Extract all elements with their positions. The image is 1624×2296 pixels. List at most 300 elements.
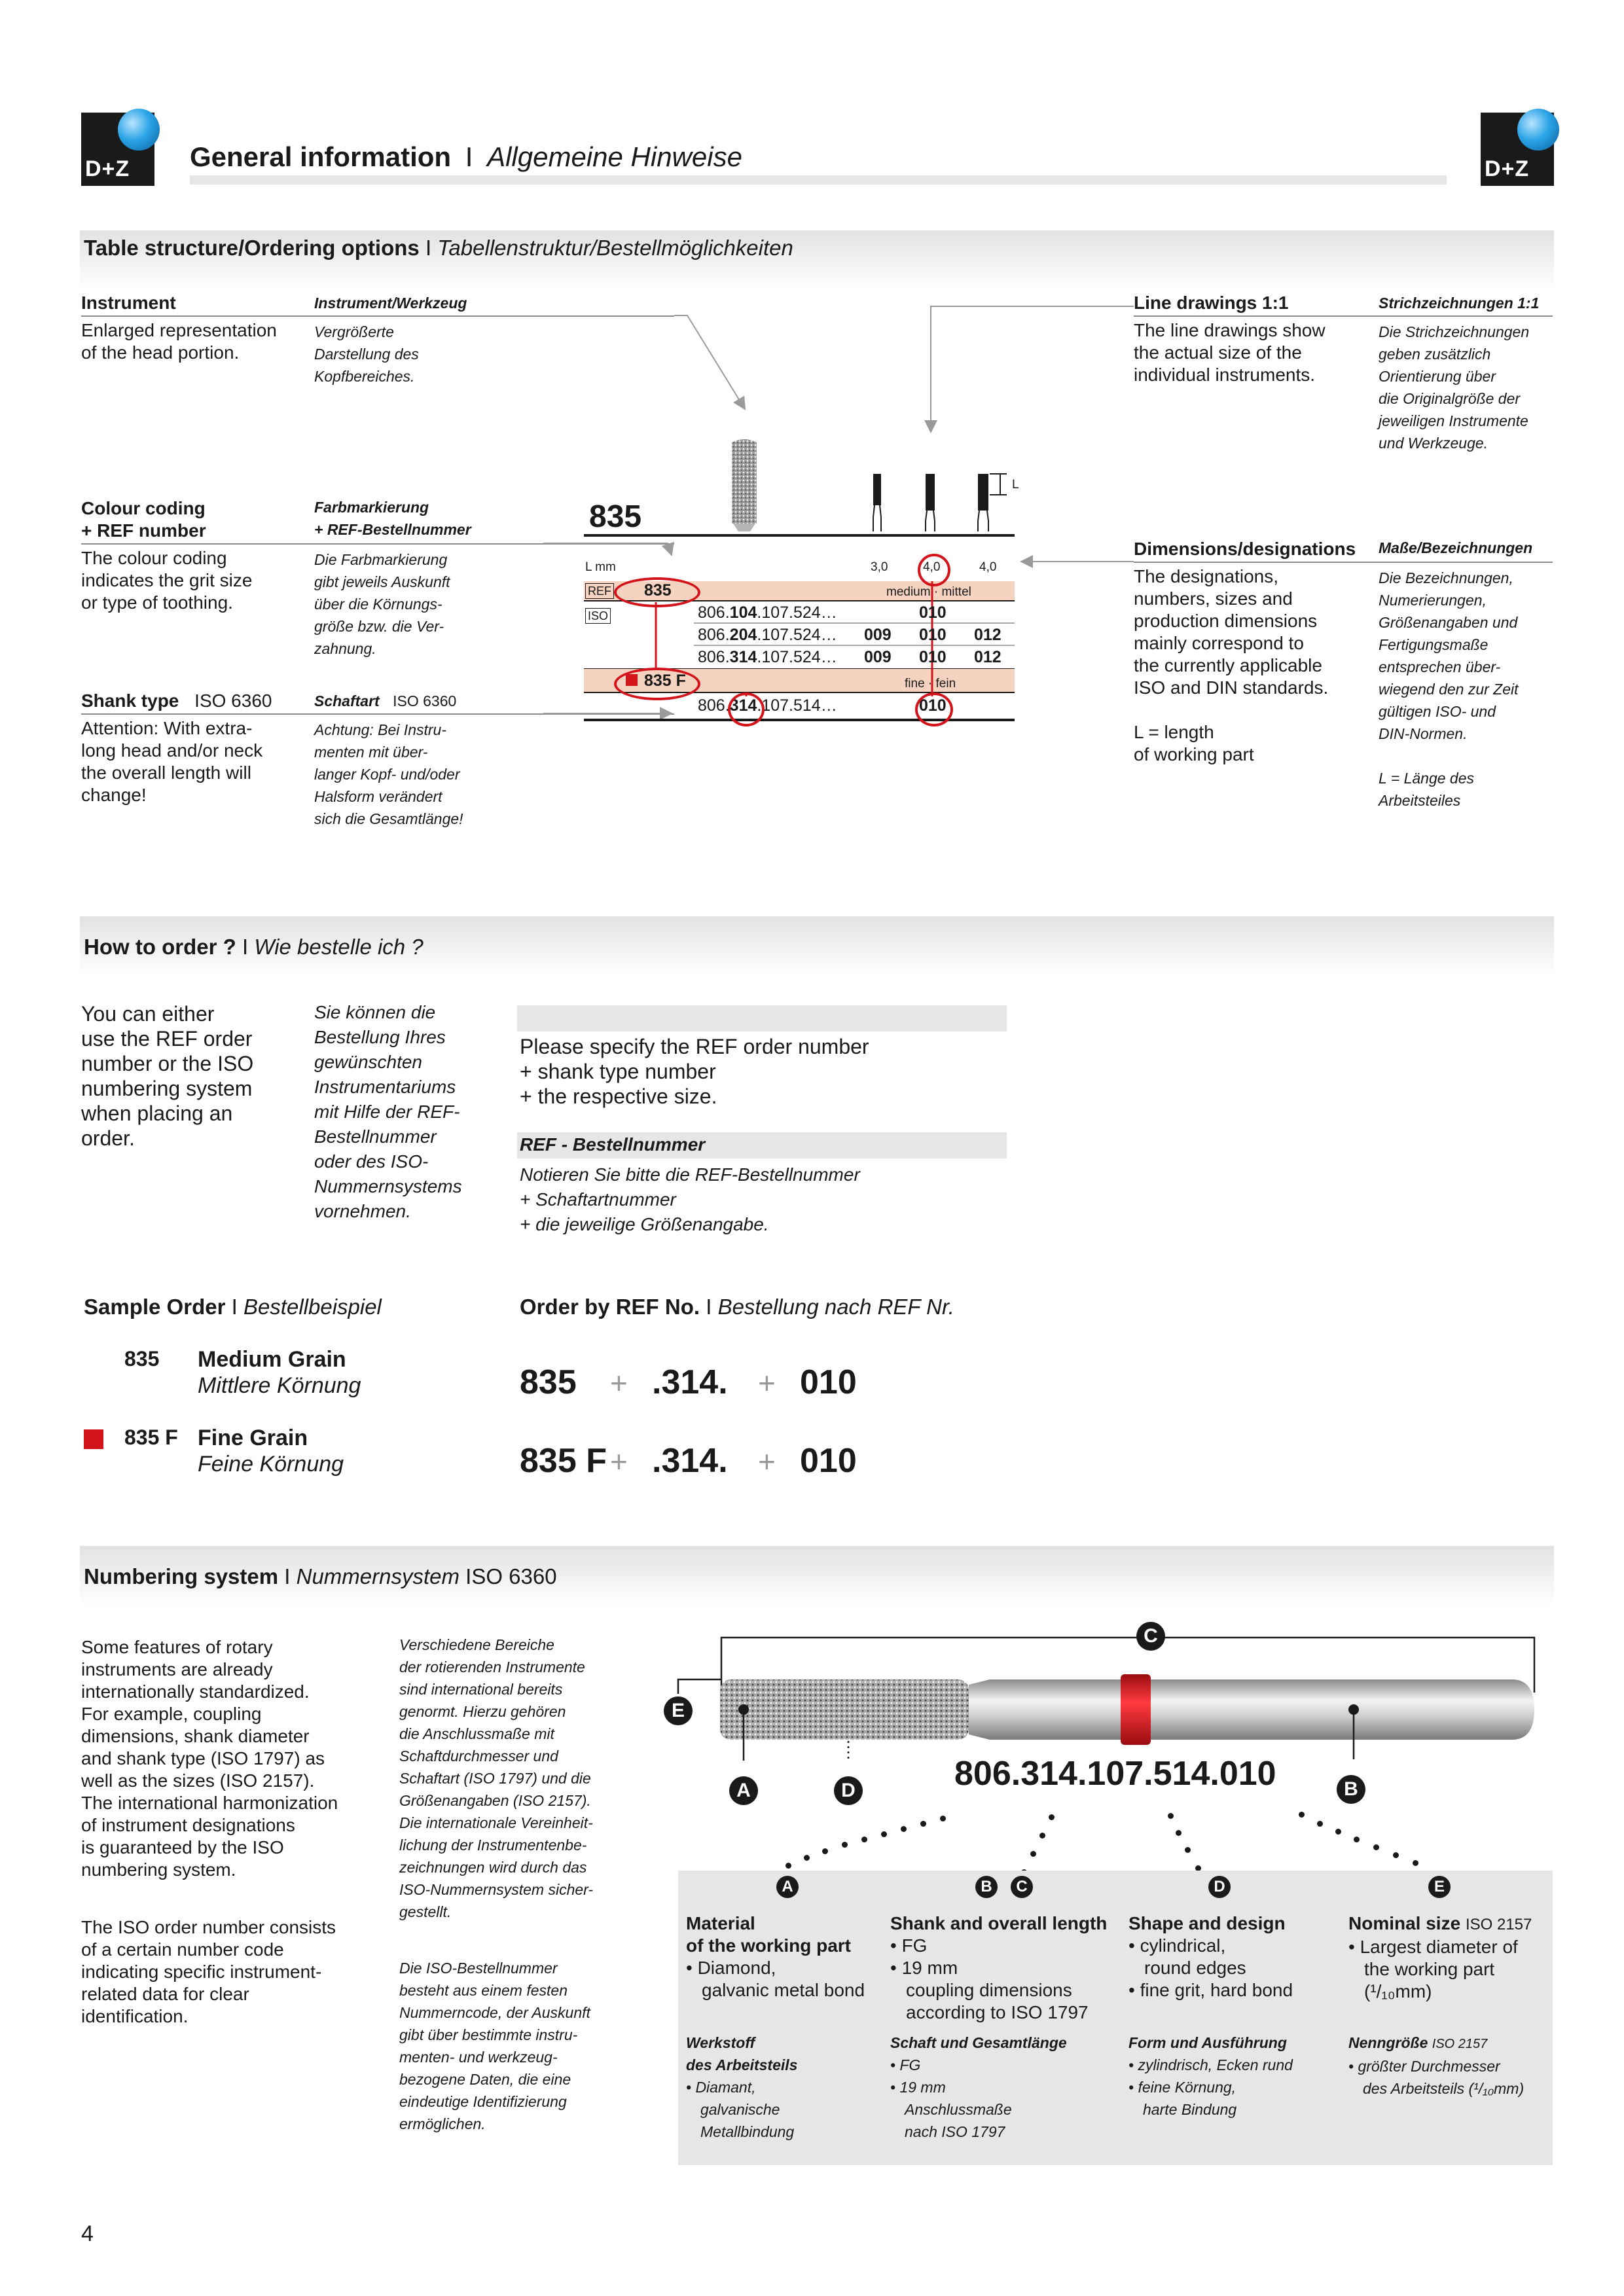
text-line: of working part: [1134, 744, 1254, 764]
panel-badge-a: A: [776, 1876, 799, 1898]
bur-illustration: [0, 1597, 1624, 1905]
leader-dot: [1354, 1837, 1360, 1842]
text-line: individual instruments.: [1134, 365, 1316, 385]
text-line: Darstellung des: [314, 346, 419, 363]
text-line: The international harmonization: [81, 1793, 338, 1813]
order-box-en-header: [517, 1005, 1007, 1031]
col-d: [1128, 1912, 1293, 2001]
text-line: langer Kopf- und/oder: [314, 766, 460, 783]
iso-row-3: [698, 648, 837, 667]
grit-medium: medium · mittel: [886, 585, 971, 599]
col-bc: [890, 1912, 1107, 2024]
line-drawing-1: [873, 474, 881, 531]
order-box-de-text: [520, 1162, 860, 1237]
text-line: the actual size of the: [1134, 342, 1302, 363]
sample1-number: 835: [124, 1347, 160, 1371]
col-item: (¹/₁₀mm): [1364, 1981, 1432, 2001]
col-item: Metallbindung: [700, 2123, 795, 2140]
pointer-colour-real-line: [670, 543, 674, 547]
size-row-3-s2: 010: [919, 648, 947, 666]
text-line: Die ISO-Bestellnummer: [399, 1960, 558, 1977]
text-line: identification.: [81, 2006, 189, 2026]
iso-part: .107.514…: [757, 696, 837, 715]
section-heading-numbering: [84, 1564, 557, 1589]
how-to-order-text-de: [314, 1000, 462, 1224]
col-d-de: [1128, 2032, 1293, 2121]
text-line: über die Körnungs-: [314, 596, 442, 613]
iso-part: 314: [729, 648, 757, 666]
text-line: instruments are already: [81, 1659, 273, 1679]
text-line: gewünschten: [314, 1052, 423, 1072]
numbering-text-de-2: [399, 1957, 590, 2135]
col-item: des Arbeitsteils (¹/₁₀mm): [1363, 2080, 1525, 2097]
badge-a: A: [729, 1776, 758, 1805]
text-line: Größenangaben und: [1379, 614, 1518, 631]
text-line: indicates the grit size: [81, 570, 253, 590]
size-row-3-s1: 009: [864, 648, 892, 666]
pointer-colour-line: [670, 543, 674, 545]
pointer-colour-arrow: [669, 543, 674, 545]
leader-dot: [1299, 1812, 1305, 1818]
dimensions-label: Dimensions/designations: [1134, 539, 1356, 559]
text-line: + die jeweilige Größenangabe.: [520, 1214, 769, 1234]
line-drawing-3: [978, 474, 988, 531]
text-line: zahnung.: [314, 640, 376, 657]
text-line: ISO-Nummernsystem sicher-: [399, 1881, 594, 1898]
sample2-order-ref: 835 F: [520, 1442, 607, 1480]
leader-dot: [1030, 1851, 1036, 1857]
heading-de: Bestellung nach REF Nr.: [717, 1295, 954, 1319]
pointer-colour-actual: [670, 543, 674, 545]
label-iso: ISO 6360: [194, 691, 272, 711]
bur-head: [720, 1679, 969, 1740]
iso-part: 204: [729, 626, 757, 644]
iso-part: 806.: [698, 648, 730, 666]
text-line: sind international bereits: [399, 1681, 563, 1698]
text-line: Die Strichzeichnungen: [1379, 323, 1530, 340]
pointer-line-drawings: [931, 306, 1134, 432]
label-main: Schaftart: [314, 692, 380, 709]
pointer-colour-coding-visible: [670, 543, 674, 546]
text-line: production dimensions: [1134, 611, 1318, 631]
order-box-en-text: [520, 1034, 869, 1109]
instrument-label: Instrument: [81, 293, 176, 313]
text-line: numbering system.: [81, 1859, 236, 1880]
size-row-1-s2: 010: [919, 603, 947, 622]
pointer-colour-coding-drawn: [673, 543, 674, 545]
leader-dot: [1335, 1829, 1341, 1835]
text-line: related data for clear: [81, 1984, 249, 2004]
col-item: Anschlussmaße: [905, 2101, 1012, 2118]
logo-text: D+Z: [1485, 156, 1530, 181]
sample2-plus-1: +: [610, 1444, 628, 1479]
sample1-order-ref: 835: [520, 1363, 577, 1401]
pointer-colour-line-visible: [670, 543, 674, 546]
text-line: größe bzw. die Ver-: [314, 618, 444, 635]
instrument-head-image: [732, 439, 757, 531]
text-line: or type of toothing.: [81, 592, 233, 613]
text-line: genormt. Hierzu gehören: [399, 1703, 566, 1720]
size-row-2-s2: 010: [919, 626, 947, 644]
iso-part: .107.524…: [757, 603, 837, 622]
text-line: Die Farbmarkierung: [314, 551, 448, 568]
col-item: galvanische: [700, 2101, 780, 2118]
iso-number: 806.314.107.514.010: [954, 1755, 1276, 1793]
sample2-plus-2: +: [758, 1444, 776, 1479]
col-item: • Largest diameter of: [1348, 1937, 1518, 1957]
text-line: Enlarged representation: [81, 320, 277, 340]
label-line: Colour coding: [81, 498, 206, 518]
iso-part: .107.524…: [757, 648, 837, 666]
pointer-colour-final: [670, 543, 674, 546]
bur-colour-band: [1121, 1674, 1151, 1745]
title-separator: I: [231, 1295, 238, 1319]
col-item: • Diamond,: [686, 1958, 776, 1978]
pointer-colour: [670, 543, 674, 546]
text-line: ISO and DIN standards.: [1134, 677, 1329, 698]
pointer-colour-visible: [670, 543, 674, 546]
text-line: Bestellnummer: [314, 1126, 437, 1147]
iso-row-f: [698, 696, 837, 715]
text-line: die Anschlussmaße mit: [399, 1725, 554, 1742]
text-line: The line drawings show: [1134, 320, 1326, 340]
col-item: galvanic metal bond: [702, 1980, 865, 2000]
col-title: des Arbeitsteils: [686, 2056, 798, 2073]
size-row-3-s3: 012: [974, 648, 1001, 666]
text-line: gibt jeweils Auskunft: [314, 573, 450, 590]
text-line: Halsform verändert: [314, 788, 442, 805]
col-title-row: [1348, 1912, 1532, 1936]
col-title-row: [1348, 2032, 1524, 2055]
col-item: • Diamant,: [686, 2079, 756, 2096]
circle-size-header: [918, 554, 950, 586]
badge-c: C: [1136, 1622, 1165, 1651]
ref-835: 835: [644, 581, 672, 600]
text-line: Fertigungsmaße: [1379, 636, 1489, 653]
length-value-3: 4,0: [979, 560, 997, 574]
numbering-text-2: [81, 1916, 336, 2028]
badge-d: D: [834, 1776, 863, 1805]
lmm-label: L mm: [585, 560, 616, 574]
circle-ref-835f: [614, 668, 700, 700]
text-line: Attention: With extra-: [81, 718, 253, 738]
text-line: gültigen ISO- und: [1379, 703, 1496, 720]
leader-dot: [1413, 1860, 1418, 1866]
col-title: Schaft und Gesamtlänge: [890, 2034, 1067, 2051]
text-line: is guaranteed by the ISO: [81, 1837, 284, 1857]
table-title: 835: [589, 499, 642, 534]
pointer-colour-arrow-draw: [670, 543, 674, 546]
text-line: DIN-Normen.: [1379, 725, 1468, 742]
section-title-en: How to order ?: [84, 935, 236, 959]
title-separator: I: [706, 1295, 712, 1319]
pointer-colour-arrow-main: [670, 543, 674, 547]
text-line: Some features of rotary: [81, 1637, 273, 1657]
length-value-2: 4,0: [923, 560, 941, 574]
sample1-name-en: Medium Grain: [198, 1347, 346, 1372]
text-line: Schaftdurchmesser und: [399, 1748, 558, 1765]
text-line: Notieren Sie bitte die REF-Bestellnummer: [520, 1164, 860, 1185]
text-line: gibt über bestimmte instru-: [399, 2026, 578, 2043]
leader-dot: [1185, 1847, 1191, 1853]
text-line: menten mit über-: [314, 744, 428, 761]
col-item: nach ISO 1797: [905, 2123, 1005, 2140]
col-e-de: [1348, 2032, 1524, 2100]
col-title: Shank and overall length: [890, 1913, 1108, 1933]
pointer-colour-shown-line: [671, 543, 674, 552]
sample1-plus-2: +: [758, 1366, 776, 1400]
leader-dot: [1039, 1833, 1045, 1839]
text-line: Orientierung über: [1379, 368, 1496, 385]
page-number: 4: [81, 2221, 94, 2246]
text-line: dimensions, shank diameter: [81, 1726, 310, 1746]
title-separator: I: [465, 141, 473, 172]
ref-835f: 835 F: [644, 672, 686, 690]
leader-dot: [1168, 1813, 1174, 1819]
text-line: Verschiedene Bereiche: [399, 1636, 554, 1653]
pointer-colour-coding: [543, 543, 672, 551]
page-title-de: Allgemeine Hinweise: [487, 141, 742, 172]
col-item: • größter Durchmesser: [1348, 2058, 1500, 2075]
text-line: Nummerncode, der Auskunft: [399, 2004, 590, 2021]
col-item: according to ISO 1797: [906, 2002, 1089, 2022]
text-line: entsprechen über-: [1379, 658, 1501, 675]
text-line: The colour coding: [81, 548, 227, 568]
sample2-name-de: Feine Körnung: [198, 1452, 344, 1477]
colour-pointer-visible: [543, 543, 672, 555]
sample1-order-shank: .314.: [652, 1363, 728, 1401]
iso-part: 806.: [698, 696, 730, 715]
text-line: Die internationale Vereinheit-: [399, 1814, 593, 1831]
col-title: Material: [686, 1913, 755, 1933]
title-separator: I: [425, 236, 432, 260]
order-box-de-title: REF - Bestellnummer: [520, 1134, 706, 1155]
text-line: oder des ISO-: [314, 1151, 429, 1172]
text-line: zeichnungen wird durch das: [399, 1859, 587, 1876]
text-line: bezogene Daten, die eine: [399, 2071, 571, 2088]
grit-fine: fine · fein: [905, 677, 956, 691]
leader-dot: [881, 1831, 887, 1837]
length-marker: [990, 474, 1007, 495]
col-title: Nominal size: [1348, 1913, 1461, 1933]
sample2-order-shank: .314.: [652, 1442, 728, 1480]
text-line: Kopfbereiches.: [314, 368, 415, 385]
label-line: + REF number: [81, 520, 206, 541]
panel-badge-e: E: [1428, 1876, 1451, 1898]
text-line: Please specify the REF order number: [520, 1035, 869, 1058]
leader-dot: [920, 1821, 926, 1827]
text-line: Die Bezeichnungen,: [1379, 569, 1513, 586]
leader-dot: [1393, 1852, 1399, 1858]
text-line: jeweiligen Instrumente: [1379, 412, 1528, 429]
text-line: L = Länge des: [1379, 770, 1475, 787]
pointer-colour-to-table: [671, 543, 674, 553]
text-line: vornehmen.: [314, 1201, 411, 1221]
leader-dot: [901, 1826, 907, 1832]
heading-de: Bestellbeispiel: [243, 1295, 382, 1319]
col-title: of the working part: [686, 1935, 851, 1956]
text-line: the currently applicable: [1134, 655, 1322, 675]
leader-dot: [940, 1816, 946, 1821]
text-line: change!: [81, 785, 147, 805]
text-line: You can either: [81, 1002, 215, 1026]
dimensions-label-de: Maße/Bezeichnungen: [1379, 539, 1533, 556]
text-line: use the REF order: [81, 1027, 253, 1050]
text-line: gestellt.: [399, 1903, 452, 1920]
text-line: Arbeitsteiles: [1379, 792, 1461, 809]
text-line: The designations,: [1134, 566, 1279, 586]
pointer-colour-shown-arrow: [670, 543, 674, 546]
text-line: the overall length will: [81, 762, 251, 783]
bracket-e: [678, 1679, 721, 1694]
col-item: • 19 mm: [890, 2079, 946, 2096]
text-line: sich die Gesamtlänge!: [314, 810, 463, 827]
col-item: • fine grit, hard bond: [1128, 1980, 1293, 2000]
leader-dot: [804, 1855, 810, 1861]
sample2-order-size: 010: [800, 1442, 857, 1480]
text-line: long head and/or neck: [81, 740, 263, 761]
leader-dot: [822, 1848, 828, 1854]
text-line: Sie können die: [314, 1002, 436, 1022]
text-line: Vergrößerte: [314, 323, 394, 340]
text-line: Instrumentariums: [314, 1077, 456, 1097]
line-drawings-label-de: Strichzeichnungen 1:1: [1379, 295, 1540, 312]
iso-part: 806.: [698, 626, 730, 644]
text-line: Größenangaben (ISO 2157).: [399, 1792, 591, 1809]
leader-dot: [785, 1863, 791, 1869]
badge-b: B: [1337, 1775, 1365, 1804]
leader-dot: [861, 1837, 867, 1842]
how-to-order-text: [81, 1001, 253, 1151]
sample2-number: 835 F: [124, 1426, 178, 1449]
text-line: of instrument designations: [81, 1815, 295, 1835]
label-line: + REF-Bestellnummer: [314, 521, 471, 538]
text-line: L = length: [1134, 722, 1214, 742]
leader-dot: [1176, 1830, 1182, 1836]
line-drawings-label: Line drawings 1:1: [1134, 293, 1289, 313]
heading-en: Order by REF No.: [520, 1295, 700, 1319]
text-line: mit Hilfe der REF-: [314, 1102, 460, 1122]
fine-grain-colour-marker: [84, 1429, 103, 1449]
text-line: number or the ISO: [81, 1052, 254, 1075]
col-item: coupling dimensions: [906, 1980, 1072, 2000]
text-line: indicating specific instrument-: [81, 1962, 322, 1982]
text-line: and shank type (ISO 1797) as: [81, 1748, 325, 1768]
order-by-ref-heading: [520, 1295, 954, 1319]
leader-dot: [842, 1842, 848, 1848]
text-line: well as the sizes (ISO 2157).: [81, 1770, 315, 1791]
text-line: numbering system: [81, 1077, 253, 1100]
label-main: Shank type: [81, 691, 179, 711]
col-a-de: [686, 2032, 797, 2143]
page-title-en: General information: [190, 141, 452, 172]
section-title-iso: ISO 6360: [465, 1564, 557, 1588]
badge-e: E: [664, 1696, 693, 1725]
section-title-de: Tabellenstruktur/Bestellmöglichkeiten: [437, 236, 793, 260]
text-line: eindeutige Identifizierung: [399, 2093, 567, 2110]
line-drawing-2: [926, 474, 935, 531]
col-bc-de: [890, 2032, 1067, 2143]
text-line: when placing an: [81, 1102, 233, 1125]
iso-part: 314: [729, 696, 757, 715]
sample1-plus-1: +: [610, 1366, 628, 1400]
text-line: For example, coupling: [81, 1704, 262, 1724]
text-line: und Werkzeuge.: [1379, 435, 1489, 452]
text-line: menten- und werkzeug-: [399, 2049, 558, 2066]
iso-row-1: [698, 603, 837, 622]
section-title-de: Wie bestelle ich ?: [254, 935, 424, 959]
text-line: + shank type number: [520, 1060, 716, 1083]
col-title: Shape and design: [1128, 1913, 1286, 1933]
title-separator: I: [242, 935, 249, 959]
col-item: • FG: [890, 2056, 921, 2073]
col-title: Nenngröße: [1348, 2034, 1428, 2051]
iso-part: 104: [729, 603, 757, 622]
circle-shank-code: [728, 692, 765, 726]
col-title: Form und Ausführung: [1128, 2034, 1287, 2051]
panel-badge-c: C: [1011, 1876, 1033, 1898]
text-line: Bestellung Ihres: [314, 1027, 446, 1047]
iso-row-2: [698, 626, 837, 645]
text-line: wiegend den zur Zeit: [1379, 681, 1519, 698]
logo-text: D+Z: [85, 156, 130, 181]
size-row-f-s2: 010: [919, 696, 947, 715]
panel-badge-b: B: [975, 1876, 998, 1898]
pointer-instrument: [674, 315, 745, 409]
text-line: + the respective size.: [520, 1085, 717, 1108]
size-row-2-s1: 009: [864, 626, 892, 644]
text-line: Achtung: Bei Instru-: [314, 721, 446, 738]
col-item: the working part: [1364, 1959, 1495, 1979]
col-title: Werkstoff: [686, 2034, 755, 2051]
iso-part: 806.: [698, 603, 730, 622]
pointer-colour-code-to-ref: [543, 543, 674, 554]
text-line: lichung der Instrumentenbe-: [399, 1837, 587, 1854]
section-title-en: Numbering system: [84, 1564, 279, 1588]
length-label: L: [1012, 478, 1019, 492]
instrument-label-de: Instrument/Werkzeug: [314, 295, 467, 312]
colour-pointer: [671, 543, 674, 546]
bur-neck: [969, 1679, 1534, 1740]
leader-dot: [1317, 1821, 1323, 1827]
sample-order-heading: [84, 1295, 382, 1319]
sample1-order-size: 010: [800, 1363, 857, 1401]
col-e: [1348, 1912, 1532, 2003]
text-line: geben zusätzlich: [1379, 346, 1491, 363]
text-line: order.: [81, 1126, 135, 1150]
panel-badge-d: D: [1208, 1876, 1231, 1898]
col-item: • feine Körnung,: [1128, 2079, 1236, 2096]
col-a: [686, 1912, 865, 2001]
ref-tag: REF: [585, 583, 614, 599]
section-title-de: Nummernsystem: [296, 1564, 460, 1588]
col-item: • cylindrical,: [1128, 1935, 1226, 1956]
text-line: numbers, sizes and: [1134, 588, 1293, 609]
text-line: die Originalgröße der: [1379, 390, 1521, 407]
col-item: harte Bindung: [1143, 2101, 1237, 2118]
pointer-colour-ref-arrow: [671, 543, 674, 551]
text-line: Nummernsystems: [314, 1176, 462, 1196]
label-line: Farbmarkierung: [314, 499, 429, 516]
text-line: of the head portion.: [81, 342, 240, 363]
col-item: • zylindrisch, Ecken rund: [1128, 2056, 1293, 2073]
sample1-name-de: Mittlere Körnung: [198, 1373, 361, 1398]
leader-dot: [1049, 1814, 1055, 1820]
col-item: • FG: [890, 1935, 928, 1956]
leader-dot: [1373, 1844, 1379, 1850]
text-line: internationally standardized.: [81, 1681, 310, 1702]
text-line: ermöglichen.: [399, 2115, 486, 2132]
